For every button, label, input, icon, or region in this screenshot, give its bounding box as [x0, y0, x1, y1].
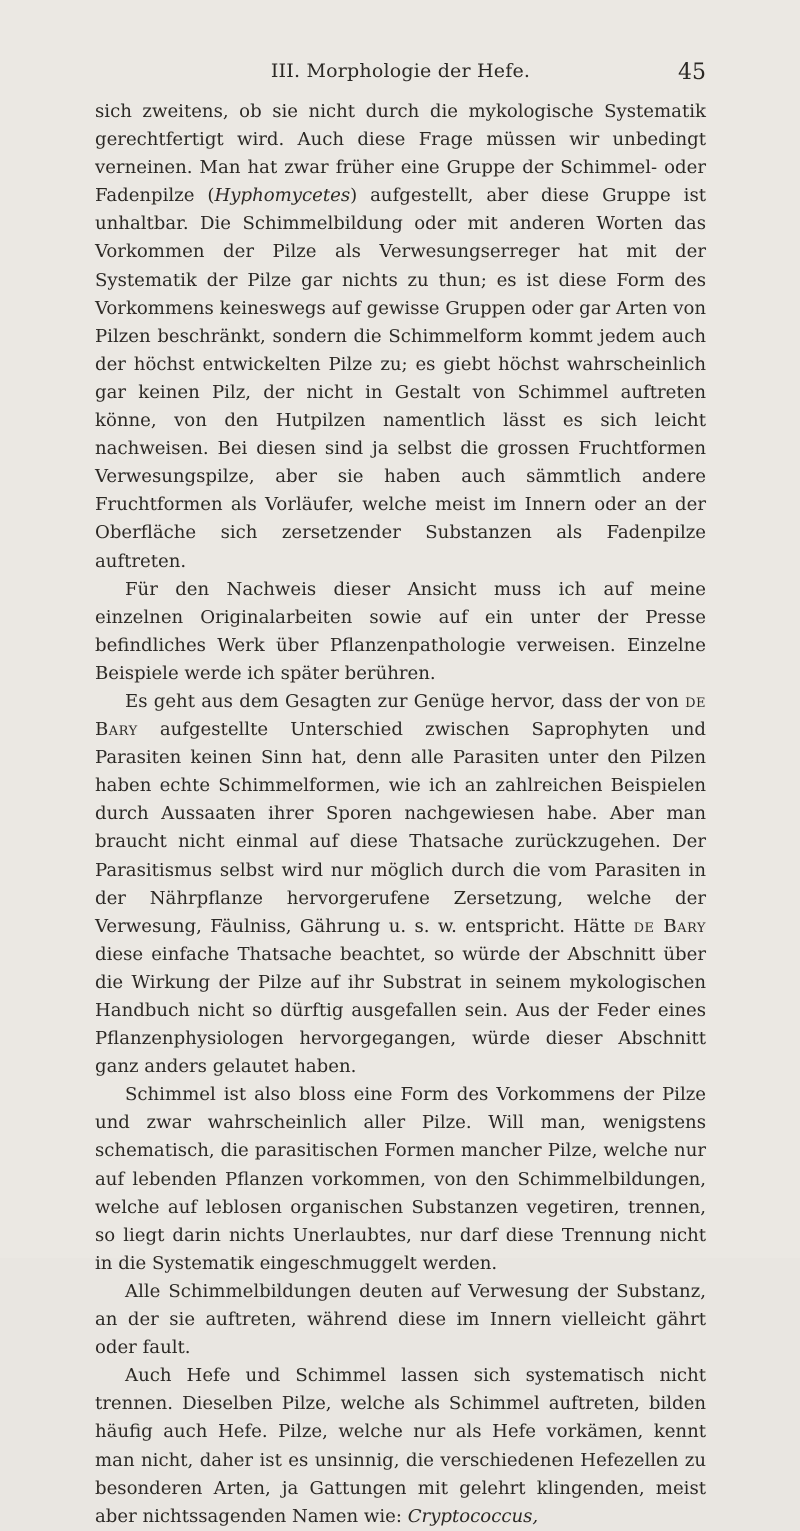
- text-segment: diese einfache Thatsache beachtet, so würde der Abschnitt über die Wirkung der Pilze auf ihr Substrat in seinem mykologischen Handbuch nicht so dürftig ausgefallen sein. Aus der Feder eines Pflanzenphysiologen hervorgegangen, würde dieser Abschnitt ganz anders gelautet haben.: [95, 943, 706, 1078]
- text-segment: Schimmel ist also bloss eine Form des Vorkommens der Pilze und zwar wahrscheinlich aller Pilze. Will man, wenigstens schematisch, die parasitischen Formen mancher Pilze, welche nur auf lebenden Pflanzen vorkommen, von den Schimmelbildungen, welche auf leblosen organischen Substanzen vegetiren, trennen, so liegt darin nichts Unerlaubtes, nur darf diese Trennung nicht in die Systematik eingeschmuggelt werden.: [95, 1084, 706, 1274]
- author-name-smallcaps: de Bary: [633, 915, 706, 937]
- paragraph-2: [95, 576, 706, 688]
- text-segment-italic: Cryptococcus,: [407, 1505, 539, 1527]
- paragraph-5: [95, 1278, 706, 1362]
- text-segment-italic: Hyphomycetes: [214, 185, 351, 207]
- running-title: III. Morphologie der Hefe.: [270, 60, 531, 82]
- paragraph-3: [95, 688, 706, 1081]
- text-segment: Für den Nachweis dieser Ansicht muss ich auf meine einzelnen Originalarbeiten sowie auf ein unter der Presse befindliches Werk über Pflanzenpathologie verweisen. Einzelne Beispiele werde ich später berühren.: [95, 578, 706, 684]
- text-segment: sich zweitens, ob sie nicht durch die mykologische Systematik gerechtfertigt wird. Auch diese Frage müssen wir unbedingt verneinen. Man hat zwar früher eine Gruppe der Schimmel- oder Fadenpilze (: [95, 101, 706, 207]
- page-header: [95, 60, 706, 92]
- paragraph-4: [95, 1081, 706, 1278]
- paragraph-1: [95, 98, 706, 576]
- text-segment: Es geht aus dem Gesagten zur Genüge hervor, dass der von: [125, 690, 686, 712]
- text-segment: Auch Hefe und Schimmel lassen sich systematisch nicht trennen. Dieselben Pilze, welche als Schimmel auftreten, bilden häufig auch Hefe. Pilze, welche nur als Hefe vorkämen, kennt man nicht, daher ist es unsinnig, die verschiedenen Hefezellen zu besonderen Arten, ja Gattungen mit gelehrt klingenden, meist aber nichtssagenden Namen wie:: [95, 1365, 706, 1527]
- text-segment: aufgestellte Unterschied zwischen Saprophyten und Parasiten keinen Sinn hat, denn alle Parasiten unter den Pilzen haben echte Schimmelformen, wie ich an zahlreichen Beispielen durch Aussaaten ihrer Sporen nachgewiesen habe. Aber man braucht nicht einmal auf diese Thatsache zurückzugehen. Der Parasitismus selbst wird nur möglich durch die vom Parasiten in der Nährpflanze hervorgerufene Zersetzung, welche der Verwesung, Fäulniss, Gährung u. s. w. entspricht. Hätte: [95, 719, 706, 937]
- page-number: 45: [678, 60, 706, 85]
- body-text: [95, 98, 706, 1531]
- author-name-smallcaps: de Bary: [95, 690, 706, 741]
- text-segment: ) aufgestellt, aber diese Gruppe ist unhaltbar. Die Schimmelbildung oder mit anderen Worten das Vorkommen der Pilze als Verwesungserreger hat mit der Systematik der Pilze gar nichts zu thun; es ist diese Form des Vorkommens keineswegs auf gewisse Gruppen oder gar Arten von Pilzen beschränkt, sondern die Schimmelform kommt jedem auch der höchst entwickelten Pilze zu; es giebt höchst wahrscheinlich gar keinen Pilz, der nicht in Gestalt von Schimmel auftreten könne, von den Hutpilzen namentlich lässt es sich leicht nachweisen. Bei diesen sind ja selbst die grossen Fruchtformen Verwesungspilze, aber sie haben auch sämmtlich andere Fruchtformen als Vorläufer, welche meist im Innern oder an der Oberfläche sich zersetzender Substanzen als Fadenpilze auftreten.: [95, 185, 707, 572]
- paragraph-6: [95, 1362, 706, 1531]
- text-segment: Alle Schimmelbildungen deuten auf Verwesung der Substanz, an der sie auftreten, während diese im Innern vielleicht gährt oder fault.: [95, 1280, 706, 1359]
